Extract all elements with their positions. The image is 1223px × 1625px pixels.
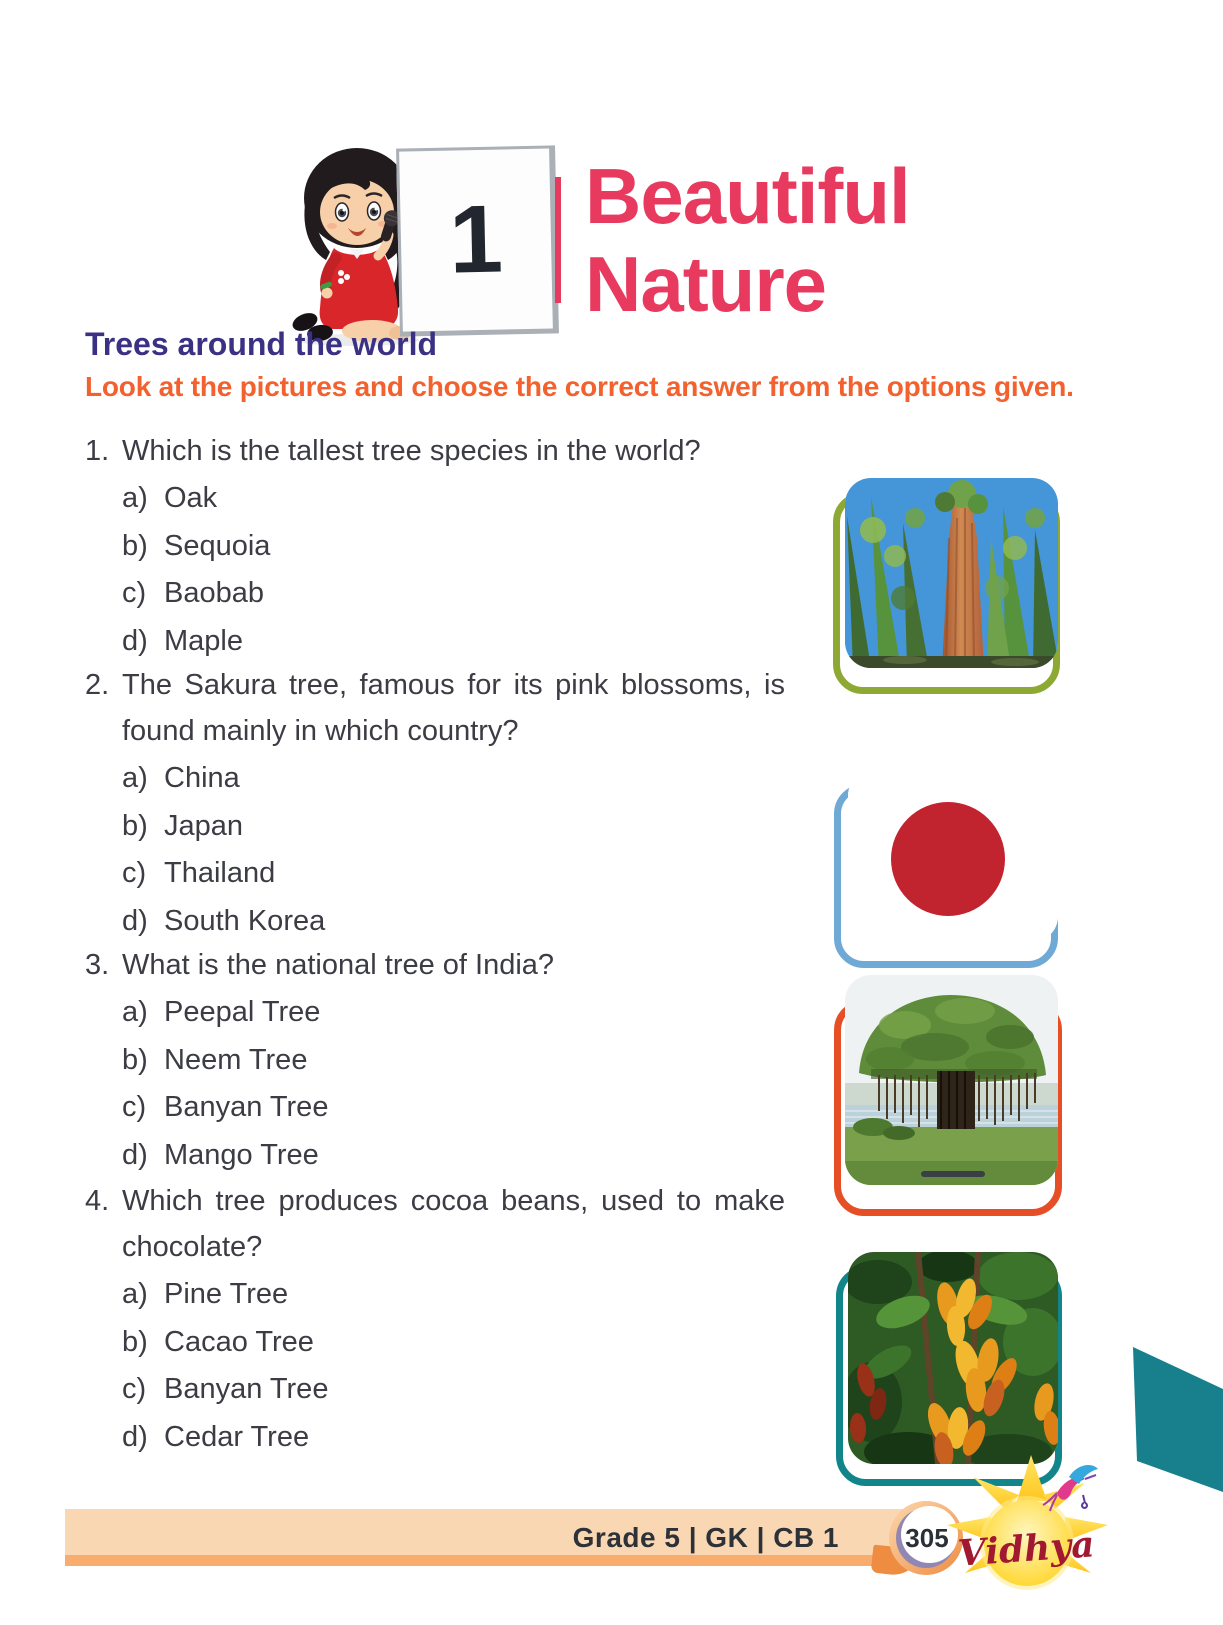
option-d: d) Mango Tree [122, 1138, 319, 1171]
option-a: a) Oak [122, 482, 218, 515]
question-1 [85, 428, 785, 665]
option-c: c) Banyan Tree [122, 1373, 329, 1406]
giant-sequoia-photo [845, 478, 1058, 668]
option-label: Cacao Tree [164, 1325, 314, 1358]
option-label: Maple [164, 624, 243, 657]
options-list [122, 1271, 785, 1461]
brand-name: Vidhya [956, 1523, 1096, 1575]
options-list [122, 475, 785, 665]
option-d: d) Cedar Tree [122, 1420, 310, 1453]
question-2 [85, 662, 785, 945]
option-label: Mango Tree [164, 1138, 319, 1171]
options-list [122, 755, 785, 945]
option-label: Oak [164, 482, 218, 515]
chapter-title-line2: Nature [585, 240, 827, 328]
option-b: b) Cacao Tree [122, 1325, 314, 1358]
chapter-number-card [396, 145, 559, 336]
cacao-illustration [848, 1252, 1058, 1464]
footer-band-strip [65, 1555, 947, 1566]
question-number: 1. [85, 435, 110, 467]
option-label: Neem Tree [164, 1043, 308, 1076]
footer-band [65, 1509, 947, 1566]
option-label: Peepal Tree [164, 996, 321, 1029]
option-label: Sequoia [164, 529, 271, 562]
page-number: 305 [905, 1523, 949, 1553]
banyan-tree-photo [845, 975, 1058, 1185]
option-b: b) Sequoia [122, 529, 271, 562]
section-title: Trees around the world [85, 326, 438, 362]
option-c: c) Baobab [122, 577, 264, 610]
option-label: South Korea [164, 904, 326, 937]
option-d: d) South Korea [122, 904, 326, 937]
options-list [122, 989, 785, 1179]
vidhya-publisher-logo [945, 1455, 1110, 1590]
question-4 [85, 1178, 785, 1461]
question-text: What is the national tree of India? [122, 949, 555, 981]
option-d: d) Maple [122, 624, 243, 657]
chapter-number: 1 [448, 185, 504, 294]
question-number: 2. [85, 669, 110, 701]
cacao-tree-pods-photo [848, 1252, 1058, 1464]
option-a: a) Pine Tree [122, 1278, 289, 1311]
sequoia-illustration [845, 478, 1058, 668]
option-label: Pine Tree [164, 1278, 289, 1311]
question-text: Which tree produces cocoa beans, used to make chocolate? [122, 1185, 785, 1263]
chapter-title-line1: Beautiful [585, 152, 910, 240]
question-text: Which is the tallest tree species in the world? [122, 435, 701, 467]
option-b: b) Japan [122, 809, 244, 842]
japan-flag [848, 770, 1058, 942]
japan-flag-illustration [848, 770, 1058, 942]
option-label: Thailand [164, 857, 276, 890]
chapter-title [585, 152, 910, 328]
instruction-text: Look at the pictures and choose the correct answer from the options given. [85, 371, 1074, 402]
red-accent-stripe [555, 177, 561, 303]
question-3 [85, 942, 785, 1179]
option-c: c) Banyan Tree [122, 1091, 329, 1124]
teal-corner-shape [1130, 1345, 1223, 1495]
footer-course-label: Grade 5 | GK | CB 1 [572, 1521, 839, 1553]
option-label: Japan [164, 809, 244, 842]
banyan-illustration [845, 975, 1058, 1185]
question-number: 3. [85, 949, 110, 981]
option-label: Banyan Tree [164, 1091, 329, 1124]
option-label: Cedar Tree [164, 1420, 310, 1453]
question-number: 4. [85, 1185, 110, 1217]
option-label: China [164, 762, 240, 795]
option-label: Banyan Tree [164, 1373, 329, 1406]
option-a: a) China [122, 762, 240, 795]
option-c: c) Thailand [122, 857, 276, 890]
question-text: The Sakura tree, famous for its pink blossoms, is found mainly in which country? [122, 669, 785, 747]
option-a: a) Peepal Tree [122, 996, 321, 1029]
option-b: b) Neem Tree [122, 1043, 308, 1076]
option-label: Baobab [164, 577, 264, 610]
